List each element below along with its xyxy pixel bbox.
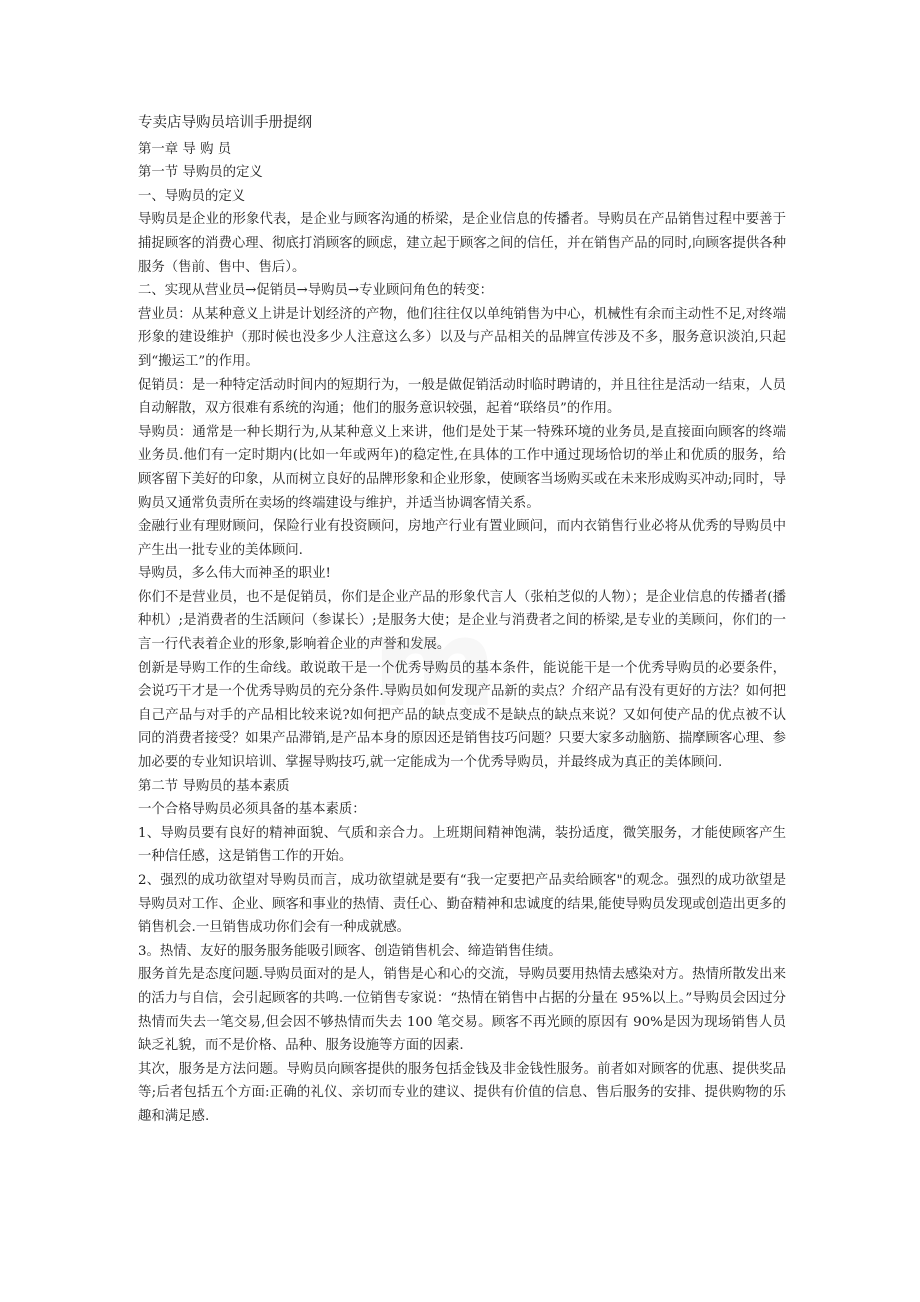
chapter-heading: 第一章 导 购 员 bbox=[138, 141, 232, 157]
section-heading: 第二节 导购员的基本素质 bbox=[138, 778, 290, 794]
paragraph: 营业员：从某种意义上讲是计划经济的产物，他们往往仅以单纯销售为中心，机械性有余而主动性不足,对终端形象的建设维护（那时候也没多少人注意这么多）以及与产品相关的品牌宣传涉及不多，服务意识淡泊,只起到“搬运工”的作用。 bbox=[138, 306, 786, 369]
paragraph: 创新是导购工作的生命线。敢说敢干是一个优秀导购员的基本条件，能说能干是一个优秀导购员的必要条件，会说巧干才是一个优秀导购员的充分条件.导购员如何发现产品新的卖点？介绍产品有没有更好的方法？如何把自己产品与对手的产品相比较来说?如何把产品的缺点变成不是缺点的缺点来说？又如何使产品的优点被不认同的消费者接受？如果产品滞销,是产品本身的原因还是销售技巧问题？只要大家多动脑筋、揣摩顾客心理、参加必要的专业知识培训、掌握导购技巧,就一定能成为一个优秀导购员，并最终成为真正的美体顾问. bbox=[138, 660, 786, 771]
paragraph: 导购员：通常是一种长期行为,从某种意义上来讲，他们是处于某一特殊环境的业务员,是直接面向顾客的终端业务员.他们有一定时期内(比如一年或两年)的稳定性,在具体的工作中通过现场恰切的举止和优质的服务，给顾客留下美好的印象，从而树立良好的品牌形象和企业形象，使顾客当场购买或在未来形成购买冲动;同时，导购员又通常负责所在卖场的终端建设与维护，并适当协调客情关系。 bbox=[138, 424, 786, 511]
paragraph: 其次，服务是方法问题。导购员向顾客提供的服务包括金钱及非金钱性服务。前者如对顾客的优惠、提供奖品等;后者包括五个方面:正确的礼仪、亲切而专业的建议、提供有价值的信息、售后服务的安排、提供购物的乐趣和满足感. bbox=[138, 1061, 786, 1124]
paragraph: 金融行业有理财顾问，保险行业有投资顾问，房地产行业有置业顾问，而内衣销售行业必将从优秀的导购员中产生出一批专业的美体顾问. bbox=[138, 519, 786, 558]
paragraph: 服务首先是态度问题.导购员面对的是人，销售是心和心的交流，导购员要用热情去感染对方。热情所散发出来的活力与自信，会引起顾客的共鸣.一位销售专家说：“热情在销售中占据的分量在 95%以上。”导购员会因过分热情而失去一笔交易,但会因不够热情而失去 100 笔交易。顾客不再光顾的原因有 90%是因为现场销售人员缺乏礼貌，而不是价格、品种、服务设施等方面的因素. bbox=[138, 967, 786, 1054]
paragraph: 你们不是营业员，也不是促销员，你们是企业产品的形象代言人（张柏芝似的人物）；是企业信息的传播者(播种机）;是消费者的生活顾问（参谋长）;是服务大使；是企业与消费者之间的桥梁,是专业的美顾问，你们的一言一行代表着企业的形象,影响着企业的声誉和发展。 bbox=[138, 589, 786, 653]
subsection-heading: 一、导购员的定义 bbox=[138, 188, 246, 204]
watermark: m bbox=[372, 595, 494, 734]
document-page bbox=[138, 112, 786, 1129]
list-item: 1、导购员要有良好的精神面貌、气质和亲合力。上班期间精神饱满，装扮适度，微笑服务，才能使顾客产生一种信任感，这是销售工作的开始。 bbox=[138, 825, 786, 865]
section-heading: 第一节 导购员的定义 bbox=[138, 165, 263, 181]
list-item: 3。热情、友好的服务服务能吸引顾客、创造销售机会、缔造销售佳绩。 bbox=[138, 943, 562, 959]
list-item: 2、强烈的成功欲望对导购员而言，成功欲望就是要有“我一定要把产品卖给顾客"的观念。强烈的成功欲望是导购员对工作、企业、顾客和事业的热情、责任心、勤奋精神和忠诚度的结果,能使导购员发现或创造出更多的销售机会.一旦销售成功你们会有一种成就感。 bbox=[138, 873, 786, 936]
document-title: 专卖店导购员培训手册提纲 bbox=[138, 115, 312, 131]
paragraph: 一个合格导购员必须具备的基本素质： bbox=[138, 802, 366, 818]
paragraph: 导购员，多么伟大而神圣的职业! bbox=[138, 566, 331, 582]
paragraph: 促销员：是一种特定活动时间内的短期行为，一般是做促销活动时临时聘请的，并且往往是活动一结束，人员自动解散，双方很难有系统的沟通；他们的服务意识较强，起着“联络员”的作用。 bbox=[138, 377, 786, 417]
paragraph: 导购员是企业的形象代表，是企业与顾客沟通的桥梁，是企业信息的传播者。导购员在产品销售过程中要善于捕捉顾客的消费心理、彻底打消顾客的顾虑，建立起于顾客之间的信任，并在销售产品的同时,向顾客提供各种服务（售前、售中、售后）。 bbox=[138, 212, 786, 275]
subsection-heading: 二、实现从营业员→促销员→导购员→专业顾问角色的转变： bbox=[138, 283, 494, 299]
